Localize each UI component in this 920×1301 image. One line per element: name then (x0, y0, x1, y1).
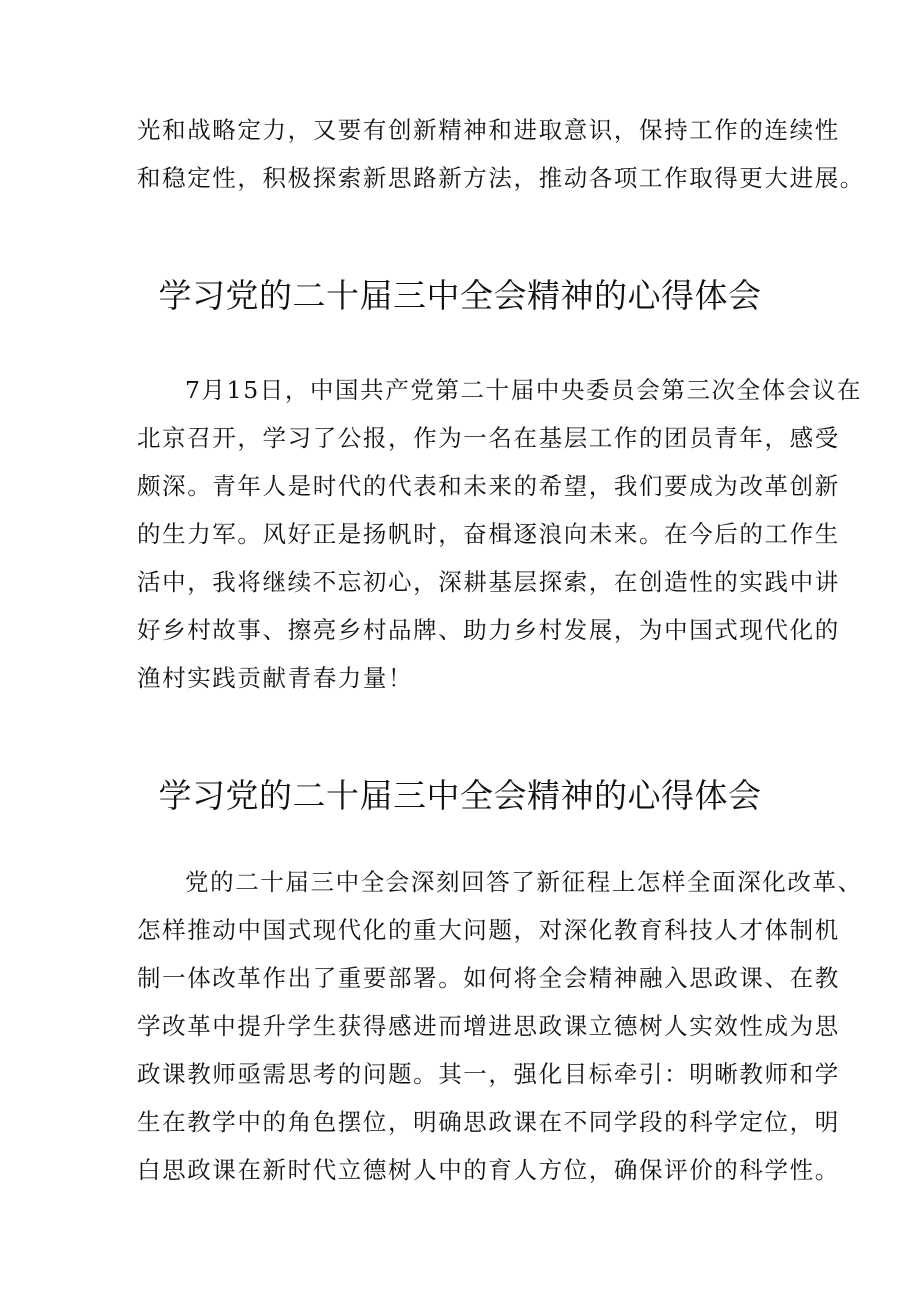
paragraph-line: 怎样推动中国式现代化的重大问题，对深化教育科技人才体制机 (137, 916, 840, 944)
paragraph-line: 白思政课在新时代立德树人中的育人方位，确保评价的科学性。 (137, 1156, 840, 1184)
paragraph-line: 光和战略定力，又要有创新精神和进取意识，保持工作的连续性 (137, 116, 840, 144)
paragraph-line: 的生力军。风好正是扬帆时，奋楫逐浪向未来。在今后的工作生 (137, 520, 840, 548)
paragraph-line: 颇深。青年人是时代的代表和未来的希望，我们要成为改革创新 (137, 472, 840, 500)
paragraph-line: 北京召开，学习了公报，作为一名在基层工作的团员青年，感受 (137, 424, 840, 452)
intro-paragraph (137, 106, 865, 202)
paragraph-line: 学改革中提升学生获得感进而增进思政课立德树人实效性成为思 (137, 1012, 840, 1040)
paragraph-line: 生在教学中的角色摆位，明确思政课在不同学段的科学定位，明 (137, 1108, 840, 1136)
paragraph-line: 活中，我将继续不忘初心，深耕基层探索，在创造性的实践中讲 (137, 568, 840, 596)
section-heading: 学习党的二十届三中全会精神的心得体会 (158, 776, 762, 815)
section-paragraph (137, 366, 863, 702)
paragraph-line: 好乡村故事、擦亮乡村品牌、助力乡村发展，为中国式现代化的 (137, 616, 840, 644)
paragraph-line: 党的二十届三中全会深刻回答了新征程上怎样全面深化改革、 (185, 868, 863, 896)
paragraph-line: 7月15日，中国共产党第二十届中央委员会第三次全体会议在 (185, 376, 863, 404)
section-heading: 学习党的二十届三中全会精神的心得体会 (158, 276, 762, 315)
paragraph-line: 和稳定性，积极探索新思路新方法，推动各项工作取得更大进展。 (137, 164, 865, 192)
paragraph-line: 渔村实践贡献青春力量！ (137, 664, 414, 692)
paragraph-line: 制一体改革作出了重要部署。如何将全会精神融入思政课、在教 (137, 964, 840, 992)
paragraph-line: 政课教师亟需思考的问题。其一，强化目标牵引：明晰教师和学 (137, 1060, 840, 1088)
section-paragraph (137, 858, 863, 1194)
